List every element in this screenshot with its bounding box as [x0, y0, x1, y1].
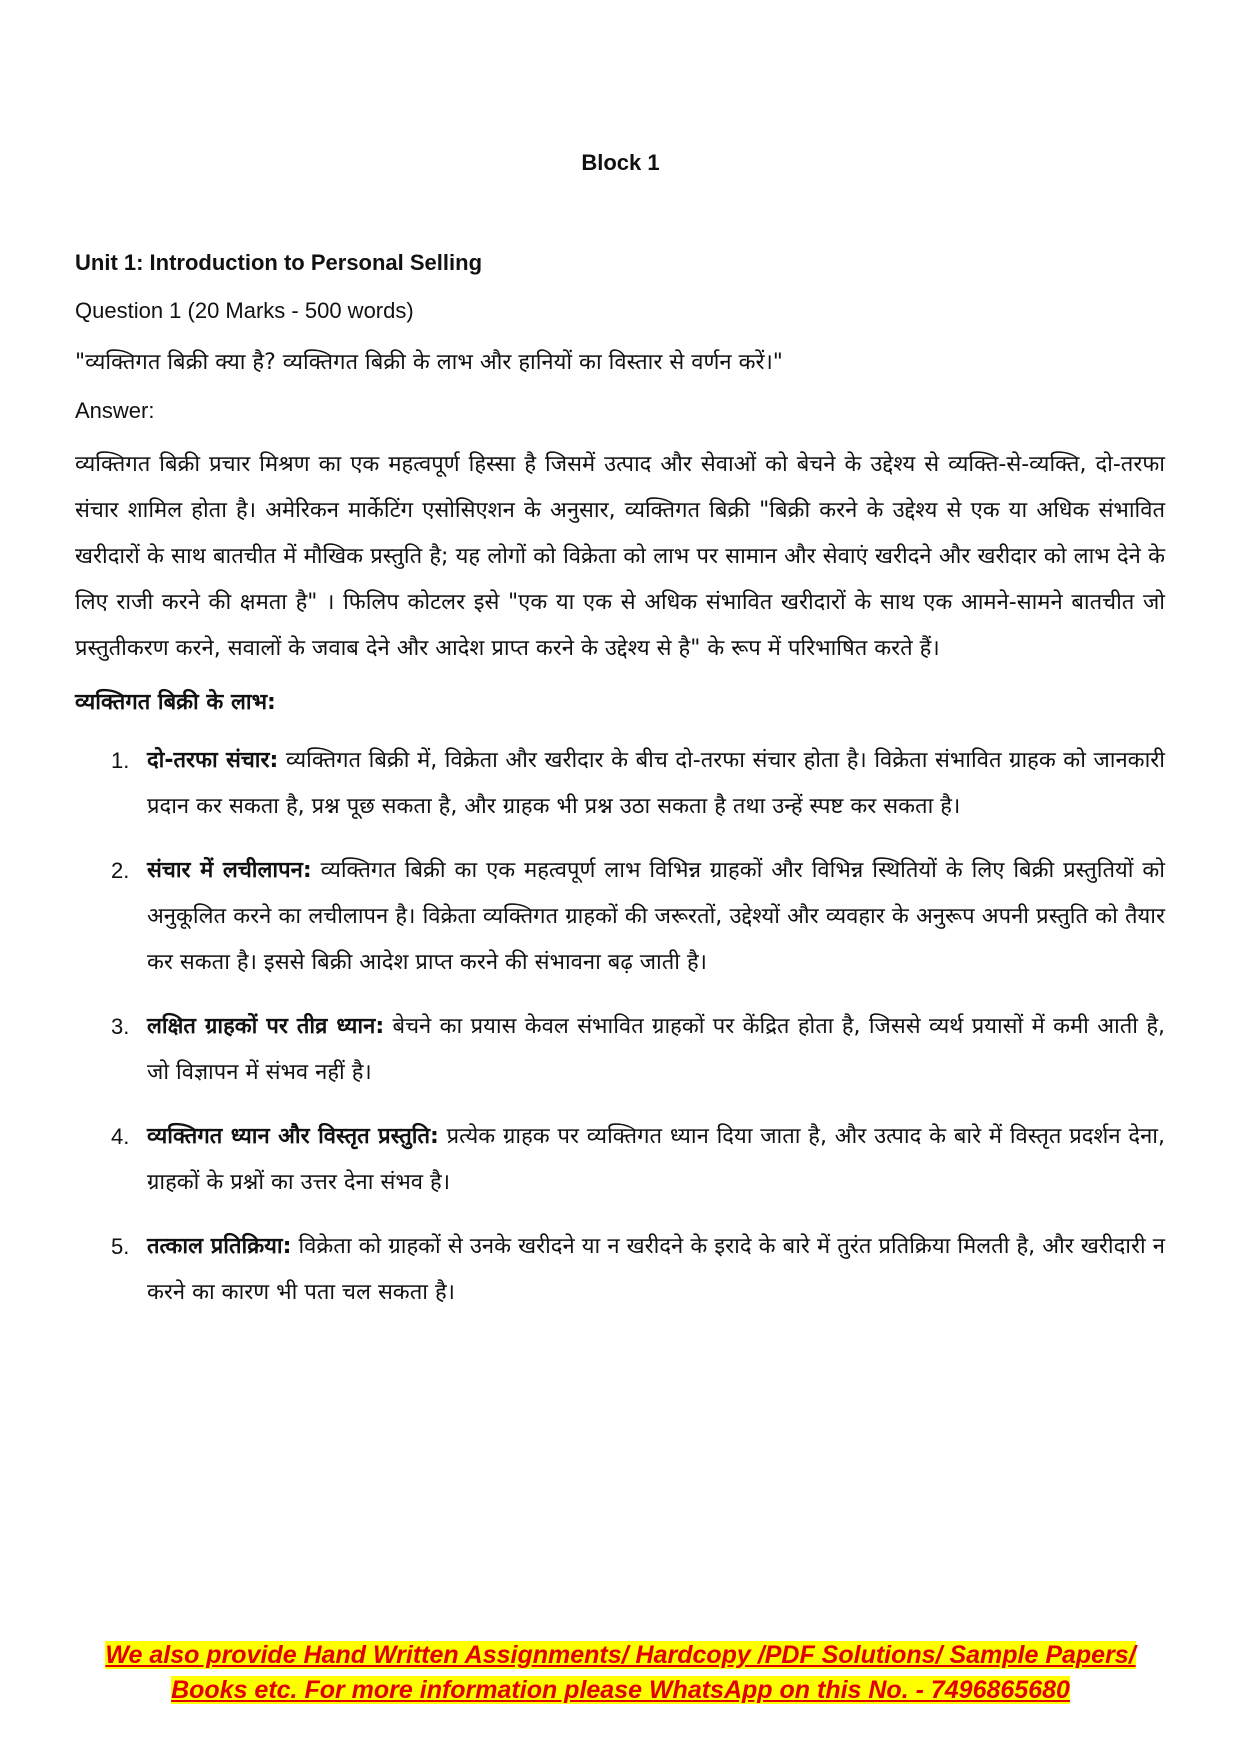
question-heading: Question 1 (20 Marks - 500 words): [75, 298, 414, 323]
promo-line-2: Books etc. For more information please WhatsApp on this No. - 7496865680: [171, 1676, 1070, 1704]
benefit-item: [75, 1224, 1165, 1316]
unit-title: Unit 1: Introduction to Personal Selling: [75, 250, 483, 275]
list-number: 1.: [111, 748, 130, 773]
benefit-item: [75, 1004, 1165, 1096]
list-number: 3.: [111, 1014, 130, 1039]
question-prompt: "व्यक्तिगत बिक्री क्या है? व्यक्तिगत बिक्री के लाभ और हानियों का विस्तार से वर्णन करें।": [75, 350, 783, 375]
intro-paragraph: व्यक्तिगत बिक्री प्रचार मिश्रण का एक महत्वपूर्ण हिस्सा है जिसमें उत्पाद और सेवाओं को बेचने के उद्देश्य से व्यक्ति-से-व्यक्ति, दो-तरफा संचार शामिल होता है। अमेरिकन मार्केटिंग एसोसिएशन के अनुसार, व्यक्तिगत बिक्री "बिक्री करने के उद्देश्य से एक या अधिक संभावित खरीदारों के साथ बातचीत में मौखिक प्रस्तुति है; यह लोगों को विक्रेता को लाभ पर सामान और सेवाएं खरीदने और खरीदार को लाभ देने के लिए राजी करने की क्षमता है" । फिलिप कोटलर इसे "एक या एक से अधिक संभावित खरीदारों के साथ एक आमने-सामने बातचीत जो प्रस्तुतीकरण करने, सवालों के जवाब देने और आदेश प्राप्त करने के उद्देश्य से है" के रूप में परिभाषित करते हैं।: [75, 452, 1165, 661]
benefit-text: विक्रेता को ग्राहकों से उनके खरीदने या न खरीदने के इरादे के बारे में तुरंत प्रतिक्रिया मिलती है, और खरीदारी न करने का कारण भी पता चल सकता है।: [147, 1234, 1165, 1305]
benefit-term: संचार में लचीलापन:: [147, 858, 312, 883]
benefit-text: बेचने का प्रयास केवल संभावित ग्राहकों पर केंद्रित होता है, जिससे व्यर्थ प्रयासों में कमी आती है, जो विज्ञापन में संभव नहीं है।: [147, 1014, 1166, 1085]
benefit-term: लक्षित ग्राहकों पर तीव्र ध्यान:: [147, 1014, 385, 1039]
list-number: 4.: [111, 1124, 130, 1149]
benefit-text: प्रत्येक ग्राहक पर व्यक्तिगत ध्यान दिया जाता है, और उत्पाद के बारे में विस्तृत प्रदर्शन देना, ग्राहकों के प्रश्नों का उत्तर देना संभव है।: [147, 1124, 1165, 1195]
answer-label: Answer:: [75, 398, 155, 423]
benefit-term: तत्काल प्रतिक्रिया:: [147, 1234, 292, 1259]
benefit-term: दो-तरफा संचार:: [147, 748, 279, 773]
benefit-item: [75, 1114, 1165, 1206]
benefit-text: व्यक्तिगत बिक्री का एक महत्वपूर्ण लाभ विभिन्न ग्राहकों और विभिन्न स्थितियों के लिए बिक्री प्रस्तुतियों को अनुकूलित करने का लचीलापन है। विक्रेता व्यक्तिगत ग्राहकों की जरूरतों, उद्देश्यों और व्यवहार के अनुरूप अपनी प्रस्तुति को तैयार कर सकता है। इससे बिक्री आदेश प्राप्त करने की संभावना बढ़ जाती है।: [147, 858, 1166, 975]
document-content: [75, 250, 1165, 1334]
benefit-item: [75, 738, 1165, 830]
benefit-item: [75, 848, 1165, 986]
block-title: Block 1: [581, 150, 660, 175]
benefits-heading: व्यक्तिगत बिक्री के लाभ:: [75, 690, 276, 715]
promo-footer: [0, 1638, 1241, 1708]
list-number: 2.: [111, 858, 130, 883]
promo-line-1: We also provide Hand Written Assignments/ Hardcopy /PDF Solutions/ Sample Papers/: [105, 1641, 1136, 1669]
list-number: 5.: [111, 1234, 130, 1259]
benefit-text: व्यक्तिगत बिक्री में, विक्रेता और खरीदार के बीच दो-तरफा संचार होता है। विक्रेता संभावित ग्राहक को जानकारी प्रदान कर सकता है, प्रश्न पूछ सकता है, और ग्राहक भी प्रश्न उठा सकता है तथा उन्हें स्पष्ट कर सकता है।: [147, 748, 1165, 819]
benefit-term: व्यक्तिगत ध्यान और विस्तृत प्रस्तुति:: [147, 1124, 439, 1149]
benefits-list: [75, 738, 1165, 1316]
